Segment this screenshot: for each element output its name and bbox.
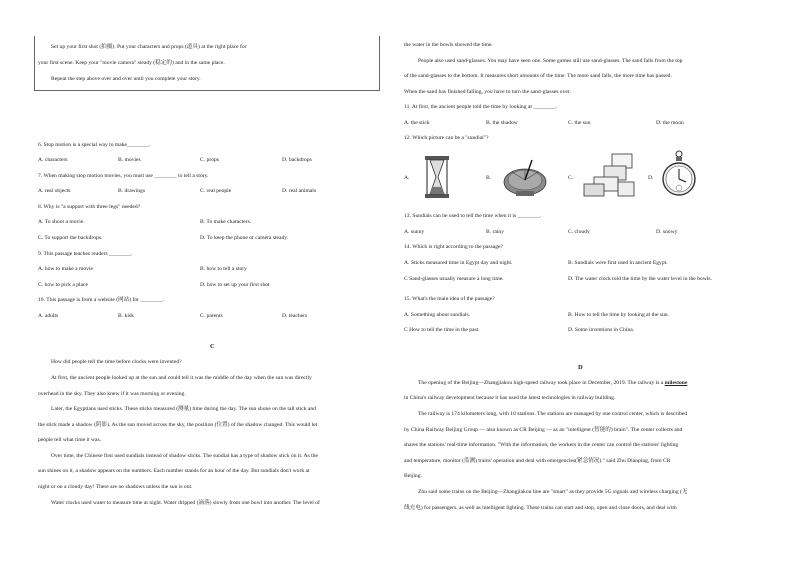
q6-option-a[interactable]: A. characters xyxy=(38,157,68,163)
q8-option-c[interactable]: C. To support the backdrops. xyxy=(38,235,103,241)
q9-option-d[interactable]: D. how to set up your first shot xyxy=(200,282,270,288)
q8-option-b[interactable]: B. To make characters. xyxy=(200,219,252,225)
q14-option-d[interactable]: D. The water clock told the time by the water level in the bowls. xyxy=(568,276,712,282)
q11-option-a[interactable]: A. the stick xyxy=(404,120,430,126)
q9-option-a[interactable]: A. how to make a movie xyxy=(38,266,93,272)
q10-option-d[interactable]: D. teachers xyxy=(282,313,308,319)
r-line-2: People also used sand-glasses. You may have seen one. Some games still use sand-glasses. The sand falls from the top xyxy=(418,58,683,64)
r-line-3: of the sand-glasses to the bottom. It measures short amounts of the time. The more sand falls, the more time has passed. xyxy=(404,73,672,79)
q7-option-b[interactable]: B. drawings xyxy=(118,188,146,194)
q12-option-a[interactable]: A. xyxy=(404,175,410,181)
q8-option-d[interactable]: D. To keep the phone or camera steady. xyxy=(200,235,289,241)
q15-option-a[interactable]: A. Something about sundials. xyxy=(404,312,471,318)
sundial-icon[interactable] xyxy=(502,158,548,198)
c-line-7: Over time, the Chinese first used sundials instead of shadow sticks. The sundial has a type of shadow stick on it. As the xyxy=(51,453,318,459)
c-line-2: At first, the ancient people looked up at the sun and could tell it was the middle of the day when the sun was directly xyxy=(51,375,312,381)
q9-option-b[interactable]: B. how to tell a story xyxy=(200,266,247,272)
q12-option-b[interactable]: B. xyxy=(486,175,492,181)
c-line-6: people tell what time it was. xyxy=(38,437,102,443)
q8-option-a[interactable]: A. To shoot a movie. xyxy=(38,219,85,225)
q7-option-c[interactable]: C. real people xyxy=(200,188,232,194)
d-line-2: in China's railway development because it has used the latest technologies in railway building. xyxy=(404,395,616,401)
d-line-6: and temperature, monitor (监测) trains' operation and deal with emergencies(紧急情况)." said Zhu Dianping, from CR xyxy=(404,458,671,464)
q15-option-b[interactable]: B. How to tell the time by looking at the sun. xyxy=(568,312,669,318)
question-9: 9. This passage teaches readers ________. xyxy=(38,251,133,257)
c-line-5: the stick made a shadow (阴影). As the sun moved across the sky, the position (位置) of the shadow changed. This would let xyxy=(38,422,318,428)
question-11: 11. At first, the ancient people told the time by looking at ________. xyxy=(404,104,558,110)
q10-option-b[interactable]: B. kids xyxy=(118,313,134,319)
c-line-10: Water clocks used water to measure time at night. Water dripped (滴落) slowly from one bowl into another. The level of xyxy=(51,500,320,506)
question-10: 10. This passage is from a website (网站) for ________. xyxy=(38,297,165,303)
box-line-3: Repeat the step above over and over until you complete your story. xyxy=(51,76,201,82)
q10-option-a[interactable]: A. adults xyxy=(38,313,59,319)
c-line-1: How did people tell the time before clocks were invented? xyxy=(51,359,182,365)
q15-option-d[interactable]: D. Some inventions in China. xyxy=(568,327,635,333)
milestone-word: milestone xyxy=(664,380,688,386)
q13-option-b[interactable]: B. rainy xyxy=(486,229,505,235)
pocket-watch-icon[interactable] xyxy=(662,150,696,200)
q13-option-c[interactable]: C. cloudy xyxy=(568,229,590,235)
question-6: 6. Stop motion is a special way to make________. xyxy=(38,142,151,148)
r-line-1: the water in the bowls showed the time. xyxy=(404,42,493,48)
q9-option-c[interactable]: C. how to pick a place xyxy=(38,282,89,288)
q6-option-b[interactable]: B. movies xyxy=(118,157,141,163)
d-line-5: shares the stations' real-time information. "With the information, the workers in the center can control the stations' lighting xyxy=(404,442,679,448)
question-7: 7. When making stop motion movies, you must use ________ to tell a story. xyxy=(38,173,209,179)
q11-option-c[interactable]: C. the sun xyxy=(568,120,591,126)
d-line-1 xyxy=(418,380,687,387)
q15-option-c[interactable]: C How to tell the time in the past. xyxy=(404,327,480,333)
q6-option-c[interactable]: C. props xyxy=(200,157,219,163)
c-line-8: sun shines on it, a shadow appears on the numbers. Each number stands for an hour of the day. But sundials don't work at xyxy=(38,468,310,474)
d-line-3: The railway is 174 kilometers long, with 10 stations. The stations are managed by one control center, which is described xyxy=(418,411,688,417)
q11-option-d[interactable]: D. the moon xyxy=(656,120,684,126)
box-line-2: your first scene. Keep your "movie camera" steady (稳定的) and in the same place. xyxy=(38,60,225,66)
q14-option-c[interactable]: C Sand-glasses usually measure a long time. xyxy=(404,276,504,282)
q14-option-a[interactable]: A. Sticks measured time in Egypt day and night. xyxy=(404,260,513,266)
question-8: 8. Why is "a support with three legs" needed? xyxy=(38,204,141,210)
q7-option-a[interactable]: A. real objects xyxy=(38,188,71,194)
d-line-8: Zhu said some trains on the Beijing—Zhangjiakou line are "smart" as they provide 5G signals and wireless charging (无 xyxy=(418,489,688,495)
box-line-1: Set up your first shot (拍摄). Put your characters and props (道具) at the right place for xyxy=(51,44,247,50)
section-c-heading: C xyxy=(210,343,215,350)
d-line-4: by China Railway Beijing Group — also known as CR Beijing — as an "intelligent (智能的) brain". The center collects and xyxy=(404,427,683,433)
section-d-heading: D xyxy=(578,364,583,371)
q6-option-d[interactable]: D. backdrops xyxy=(282,157,312,163)
q14-option-b[interactable]: B. Sundials were first used in ancient Egypt. xyxy=(568,260,668,266)
q11-option-b[interactable]: B. the shadow xyxy=(486,120,518,126)
water-clock-icon[interactable] xyxy=(582,152,636,198)
q7-option-d[interactable]: D. real animals xyxy=(282,188,317,194)
q13-option-a[interactable]: A. sunny xyxy=(404,229,425,235)
q13-option-d[interactable]: D. snowy xyxy=(656,229,678,235)
d-line-7: Beijing. xyxy=(404,473,422,479)
hourglass-icon[interactable] xyxy=(424,155,450,199)
c-line-3: overhead in the sky. They also knew if it was morning or evening. xyxy=(38,391,186,397)
q12-option-d[interactable]: D. xyxy=(648,175,654,181)
d-line-1-text: The opening of the Beijing—Zhangjiakou high-speed railway took place in December, 2019. The railway is a xyxy=(418,380,665,386)
question-13: 13. Sundials can be used to tell the time when it is ________. xyxy=(404,213,542,219)
q12-option-c[interactable]: C. xyxy=(568,175,574,181)
question-12: 12. Which picture can be a "sundial"? xyxy=(404,135,489,141)
r-line-4: When the sand has finished falling, you have to turn the sand-glasses over. xyxy=(404,89,571,95)
q10-option-c[interactable]: C. parents xyxy=(200,313,223,319)
c-line-4: Later, the Egyptians used sticks. These sticks measured (测量) time during the day. The sun shone on the tall stick and xyxy=(51,406,317,412)
question-14: 14. Which is right according to the passage? xyxy=(404,244,504,250)
question-15: 15. What's the main idea of the passage? xyxy=(404,296,495,302)
c-line-9: night or on a cloudy day! There are no shadows unless the sun is out. xyxy=(38,484,193,490)
d-line-9: 线充电) for passengers, as well as intelligent lighting. These trains can start and stop, open and close doors, and deal with xyxy=(404,505,677,511)
